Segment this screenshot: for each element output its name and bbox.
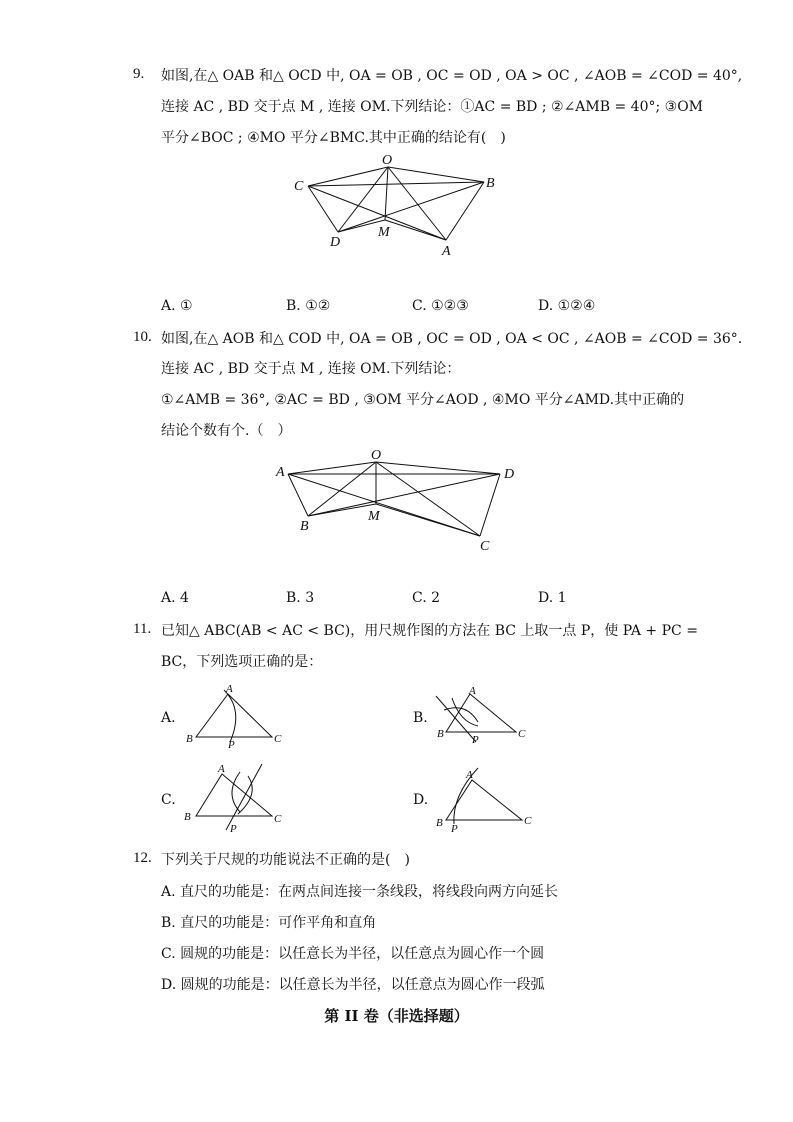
q10-number: 10. <box>133 329 152 345</box>
q11-c-bisector <box>226 764 262 830</box>
q9-option-c[interactable]: C. ①②③ <box>412 298 469 314</box>
q10-text-line4: 结论个数有个.（ ） <box>161 423 292 439</box>
q9-label-O: O <box>382 153 393 168</box>
q11-text-line1: 已知△ ABC(AB < AC < BC)，用尺规作图的方法在 BC 上取一点 P，使 PA + PC = <box>161 623 698 639</box>
q12-option-c[interactable]: C. 圆规的功能是：以任意长为半径，以任意点为圆心作一个圆 <box>161 946 545 962</box>
q10-seg-DB <box>308 474 500 516</box>
q11-a-label-A: A <box>226 683 233 695</box>
q11-a-label-B: B <box>186 733 193 745</box>
q10-label-C: C <box>480 539 490 554</box>
q9-text-line3: 平分∠BOC ; ④MO 平分∠BMC.其中正确的结论有( ) <box>161 130 506 146</box>
q12-text-line1: 下列关于尺规的功能说法不正确的是( ) <box>161 852 410 868</box>
q11-b-label-A: A <box>469 685 476 697</box>
q10-figure <box>270 444 530 556</box>
q10-option-c[interactable]: C. 2 <box>412 590 441 606</box>
q9-text-line1: 如图,在△ OAB 和△ OCD 中, OA = OB , OC = OD , OA > OC , ∠AOB = ∠COD = 40°, <box>161 68 743 84</box>
q12-option-d[interactable]: D. 圆规的功能是：以任意长为半径，以任意点为圆心作一段弧 <box>161 977 545 993</box>
q11-d-label-P: P <box>451 823 458 835</box>
q9-seg-MA <box>385 220 446 240</box>
q9-text-line2: 连接 AC , BD 交于点 M , 连接 OM.下列结论：①AC = BD ; ②∠AMB = 40°; ③OM <box>161 99 704 115</box>
q10-seg-AB <box>288 474 308 516</box>
q12-option-b[interactable]: B. 直尺的功能是：可作平角和直角 <box>161 915 377 931</box>
q11-figure-c[interactable] <box>180 758 290 836</box>
q11-option-a-label[interactable]: A. <box>161 710 176 726</box>
q11-d-label-B: B <box>436 817 443 829</box>
q11-c-label-A: A <box>218 763 225 775</box>
q9-label-C: C <box>294 179 304 194</box>
q9-option-b[interactable]: B. ①② <box>286 298 331 314</box>
q10-seg-OD <box>376 462 500 474</box>
q9-seg-OM <box>385 167 388 220</box>
q10-label-O: O <box>371 448 382 463</box>
q9-option-d[interactable]: D. ①②④ <box>538 298 596 314</box>
q10-text-line1: 如图,在△ AOB 和△ COD 中, OA = OB , OC = OD , OA < OC , ∠AOB = ∠COD = 36°. <box>161 331 743 347</box>
q9-seg-CD <box>308 186 338 232</box>
q10-label-B: B <box>300 519 309 534</box>
q10-seg-DC <box>480 474 500 536</box>
q11-b-label-C: C <box>518 728 526 740</box>
q10-label-A: A <box>276 465 285 480</box>
q9-number: 9. <box>133 66 145 82</box>
q9-option-a[interactable]: A. ① <box>161 298 193 314</box>
q11-c-label-B: B <box>184 811 191 823</box>
q11-number: 11. <box>133 621 152 637</box>
q11-c-label-P: P <box>230 823 237 835</box>
q10-option-b[interactable]: B. 3 <box>286 590 315 606</box>
q9-label-M: M <box>378 225 390 240</box>
q11-a-label-C: C <box>274 733 282 745</box>
q10-seg-AC <box>288 474 480 536</box>
q11-figure-d[interactable] <box>432 758 552 836</box>
q11-text-line2: BC，下列选项正确的是： <box>161 654 323 670</box>
q9-seg-BA <box>446 182 484 240</box>
q9-label-A: A <box>442 244 451 259</box>
q11-figure-a[interactable] <box>180 680 290 750</box>
q9-label-D: D <box>330 235 341 250</box>
q11-option-c-label[interactable]: C. <box>161 792 176 808</box>
q11-d-label-C: C <box>524 815 532 827</box>
q10-text-line3: ①∠AMB = 36°, ②AC = BD , ③OM 平分∠AOD , ④MO 平分∠AMD.其中正确的 <box>161 392 685 408</box>
q10-text-line2: 连接 AC , BD 交于点 M , 连接 OM.下列结论： <box>161 361 461 377</box>
section-title: 第 II 卷（非选择题） <box>324 1007 469 1025</box>
q11-a-label-P: P <box>228 739 235 750</box>
q9-label-B: B <box>486 176 495 191</box>
q11-option-d-label[interactable]: D. <box>413 792 429 808</box>
q10-label-M: M <box>368 509 380 524</box>
q10-label-D: D <box>504 467 515 482</box>
q9-seg-CB <box>308 182 484 186</box>
q9-seg-OB <box>388 167 484 182</box>
q11-c-label-C: C <box>274 813 282 825</box>
q10-seg-OC <box>376 462 480 536</box>
q9-figure <box>290 150 500 260</box>
q12-option-a[interactable]: A. 直尺的功能是：在两点间连接一条线段，将线段向两方向延长 <box>161 884 559 900</box>
q10-option-a[interactable]: A. 4 <box>161 590 189 606</box>
q11-d-label-A: A <box>466 769 473 781</box>
q10-option-d[interactable]: D. 1 <box>538 590 567 606</box>
q9-seg-BD <box>338 182 484 232</box>
q11-b-label-P: P <box>472 734 479 746</box>
q11-option-b-label[interactable]: B. <box>413 710 428 726</box>
q9-seg-CA <box>308 186 446 240</box>
q11-figure-b[interactable] <box>432 682 542 752</box>
q12-number: 12. <box>133 850 152 866</box>
q11-b-label-B: B <box>437 728 444 740</box>
